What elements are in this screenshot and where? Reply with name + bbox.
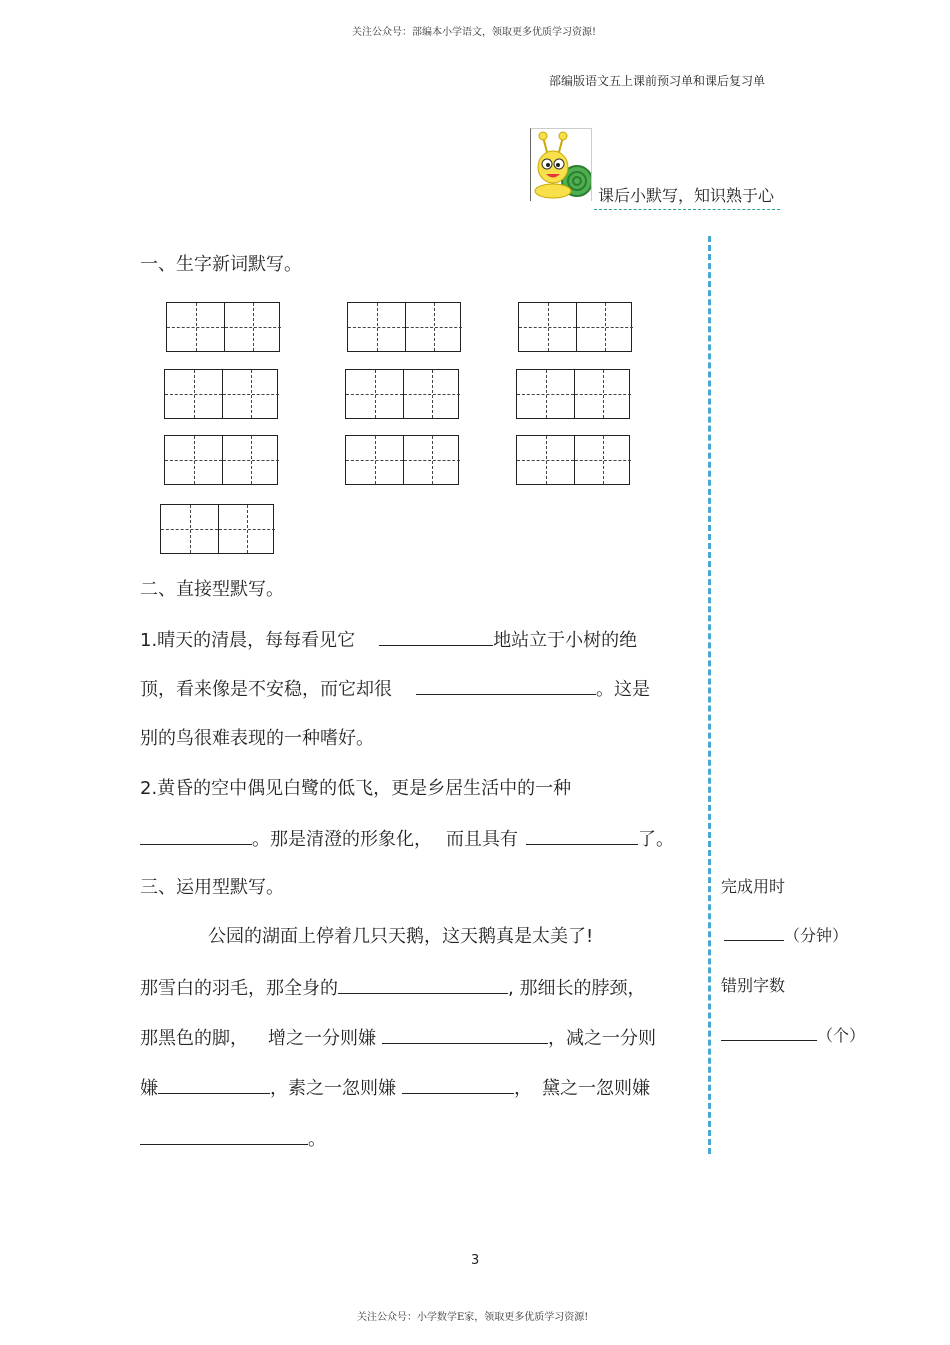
s3-line2 — [140, 973, 645, 1000]
s3-text: 那雪白的羽毛，那全身的 — [140, 978, 338, 999]
time-field — [724, 922, 848, 946]
answer-blank[interactable] — [402, 1073, 514, 1094]
q1-line3: 别的鸟很难表现的一种嗜好。 — [140, 728, 374, 749]
q1-text: 1.晴天的清晨，每每看见它 — [140, 630, 356, 651]
writing-box[interactable] — [166, 302, 280, 352]
s3-text: 嫌 — [140, 1078, 158, 1099]
s3-text: ，素之一忽则嫌 — [270, 1078, 396, 1099]
q1-text: 。这是 — [596, 679, 650, 700]
bottom-note: 关注公众号：小学数学E家，领取更多优质学习资源! — [357, 1312, 589, 1323]
s3-text: 那黑色的脚， — [140, 1028, 248, 1049]
error-field — [721, 1022, 865, 1046]
error-blank[interactable] — [721, 1022, 817, 1041]
q2-text: 。那是清澄的形象化， — [252, 829, 432, 850]
writing-box[interactable] — [516, 435, 630, 485]
answer-blank[interactable] — [382, 1023, 548, 1044]
q2-line2 — [140, 824, 674, 851]
s3-text: ， — [514, 1078, 532, 1099]
subtitle: 课后小默写，知识熟于心 — [594, 183, 780, 210]
s3-line1: 公园的湖面上停着几只天鹅，这天鹅真是太美了! — [208, 926, 594, 947]
s3-text: 黛之一忽则嫌 — [542, 1078, 650, 1099]
top-note: 关注公众号：部编本小学语文，领取更多优质学习资源! — [352, 27, 597, 38]
q1-line2 — [140, 674, 650, 701]
time-blank[interactable] — [724, 922, 784, 941]
section1-heading: 一、生字新词默写。 — [140, 254, 302, 275]
writing-box[interactable] — [516, 369, 630, 419]
s3-text: ，减之一分则 — [548, 1028, 656, 1049]
q2-line1: 2.黄昏的空中偶见白鹭的低飞，更是乡居生活中的一种 — [140, 778, 572, 799]
s3-line4 — [140, 1073, 650, 1100]
q1-text: 顶，看来像是不安稳，而它却很 — [140, 679, 392, 700]
header-title: 部编版语文五上课前预习单和课后复习单 — [549, 74, 766, 88]
page-number: 3 — [471, 1253, 480, 1268]
s3-text: 增之一分则嫌 — [268, 1028, 376, 1049]
answer-blank[interactable] — [379, 625, 493, 646]
section3-heading: 三、运用型默写。 — [140, 877, 284, 898]
writing-box[interactable] — [345, 435, 459, 485]
writing-box[interactable] — [164, 369, 278, 419]
answer-blank[interactable] — [140, 1124, 308, 1145]
error-unit: （个） — [817, 1026, 866, 1045]
q1-text: 地站立于小树的绝 — [493, 630, 638, 651]
answer-blank[interactable] — [526, 824, 638, 845]
time-unit: （分钟） — [784, 926, 849, 945]
writing-box[interactable] — [160, 504, 274, 554]
q2-text: 了。 — [638, 829, 674, 850]
s3-line3 — [140, 1023, 656, 1050]
writing-box[interactable] — [518, 302, 632, 352]
snail-mascot-icon — [531, 129, 591, 201]
answer-blank[interactable] — [158, 1073, 270, 1094]
time-label: 完成用时 — [721, 877, 786, 896]
q1-line1 — [140, 625, 637, 652]
error-label: 错别字数 — [721, 976, 786, 995]
s3-line5 — [140, 1124, 326, 1151]
s3-text: 。 — [308, 1129, 326, 1150]
s3-text: , 那细长的脖颈， — [508, 978, 646, 999]
section2-heading: 二、直接型默写。 — [140, 579, 284, 600]
mascot-frame — [530, 128, 592, 201]
writing-box[interactable] — [347, 302, 461, 352]
writing-box[interactable] — [345, 369, 459, 419]
q2-text: 而且具有 — [446, 829, 518, 850]
divider-line — [708, 236, 711, 1154]
answer-blank[interactable] — [338, 973, 508, 994]
writing-box[interactable] — [164, 435, 278, 485]
answer-blank[interactable] — [140, 824, 252, 845]
answer-blank[interactable] — [416, 674, 596, 695]
